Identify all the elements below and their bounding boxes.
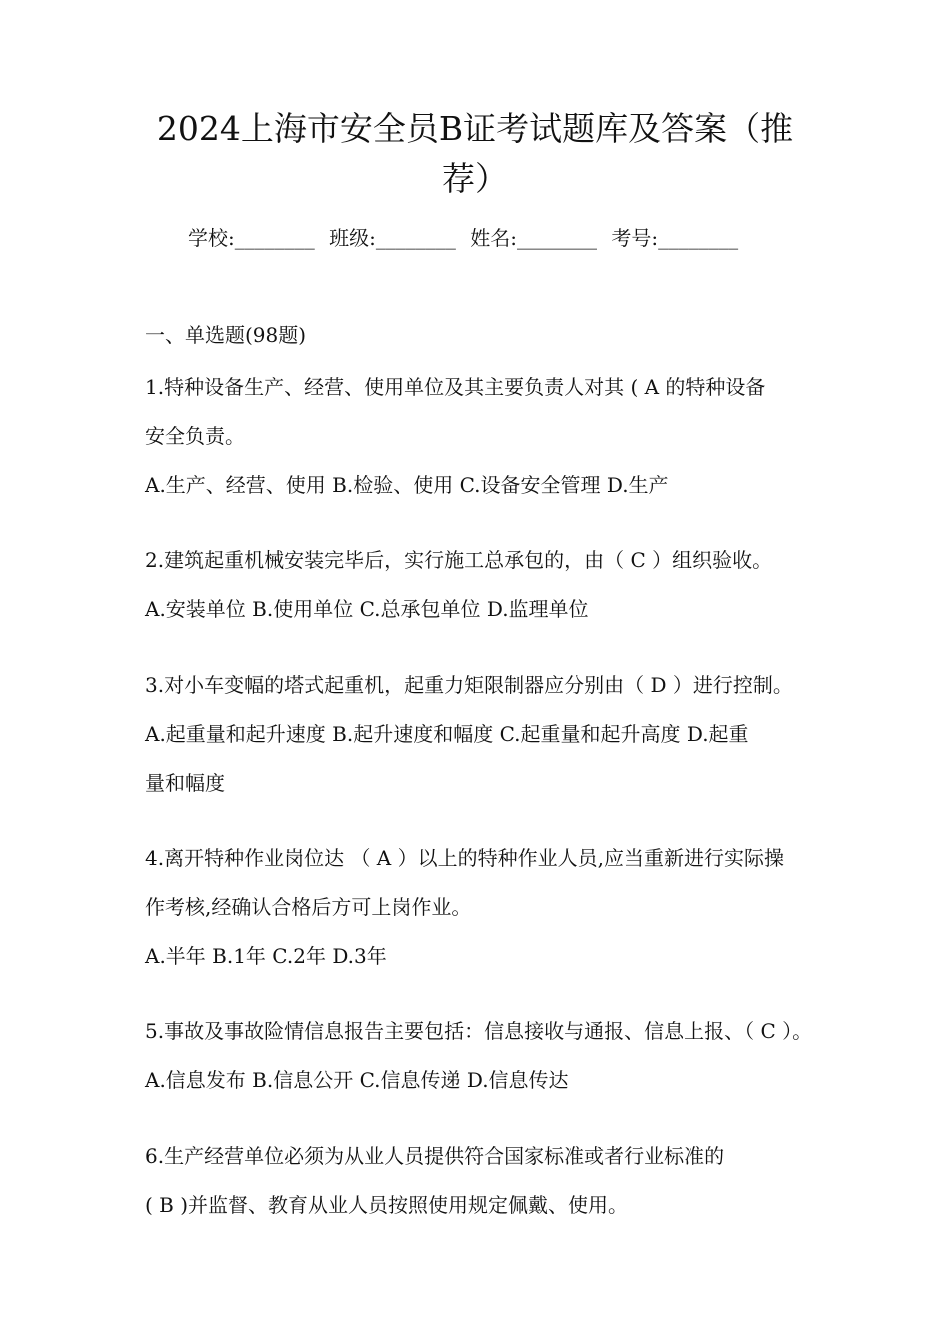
question-4-line-1: 4.离开特种作业岗位达 （ A ）以上的特种作业人员,应当重新进行实际操 [145, 846, 784, 870]
question-4-line-2: 作考核,经确认合格后方可上岗作业。 [145, 895, 472, 919]
question-3-options-line-2: 量和幅度 [145, 771, 225, 795]
question-2-line-1: 2.建筑起重机械安装完毕后，实行施工总承包的，由（ C ）组织验收。 [145, 548, 773, 572]
question-1-options: A.生产、经营、使用 B.检验、使用 C.设备安全管理 D.生产 [145, 473, 669, 497]
question-5-options: A.信息发布 B.信息公开 C.信息传递 D.信息传达 [145, 1068, 569, 1092]
document-title-line-1: 2024上海市安全员B证考试题库及答案（推 [156, 109, 794, 148]
school-field: 学校:________ [188, 226, 315, 250]
name-field: 姓名:________ [470, 226, 597, 250]
question-5-line-1: 5.事故及事故险情信息报告主要包括：信息接收与通报、信息上报、（ C ）。 [145, 1019, 813, 1043]
question-1-line-2: 安全负责。 [145, 424, 245, 448]
section-heading: 一、单选题(98题) [145, 323, 307, 347]
question-6-line-2: ( B )并监督、教育从业人员按照使用规定佩戴、使用。 [145, 1193, 629, 1217]
question-4-options: A.半年 B.1年 C.2年 D.3年 [145, 944, 387, 968]
class-field: 班级:________ [329, 226, 456, 250]
question-1-line-1: 1.特种设备生产、经营、使用单位及其主要负责人对其 ( A 的特种设备 [145, 375, 766, 399]
document-title-line-2: 荐） [442, 159, 508, 198]
question-6-line-1: 6.生产经营单位必须为从业人员提供符合国家标准或者行业标准的 [145, 1144, 725, 1168]
student-info-fields [188, 223, 746, 253]
question-2-options: A.安装单位 B.使用单位 C.总承包单位 D.监理单位 [145, 597, 589, 621]
question-3-line-1: 3.对小车变幅的塔式起重机，起重力矩限制器应分别由（ D ）进行控制。 [145, 673, 793, 697]
exam-number-field: 考号:________ [611, 226, 739, 250]
question-3-options-line-1: A.起重量和起升速度 B.起升速度和幅度 C.起重量和起升高度 D.起重 [145, 722, 749, 746]
